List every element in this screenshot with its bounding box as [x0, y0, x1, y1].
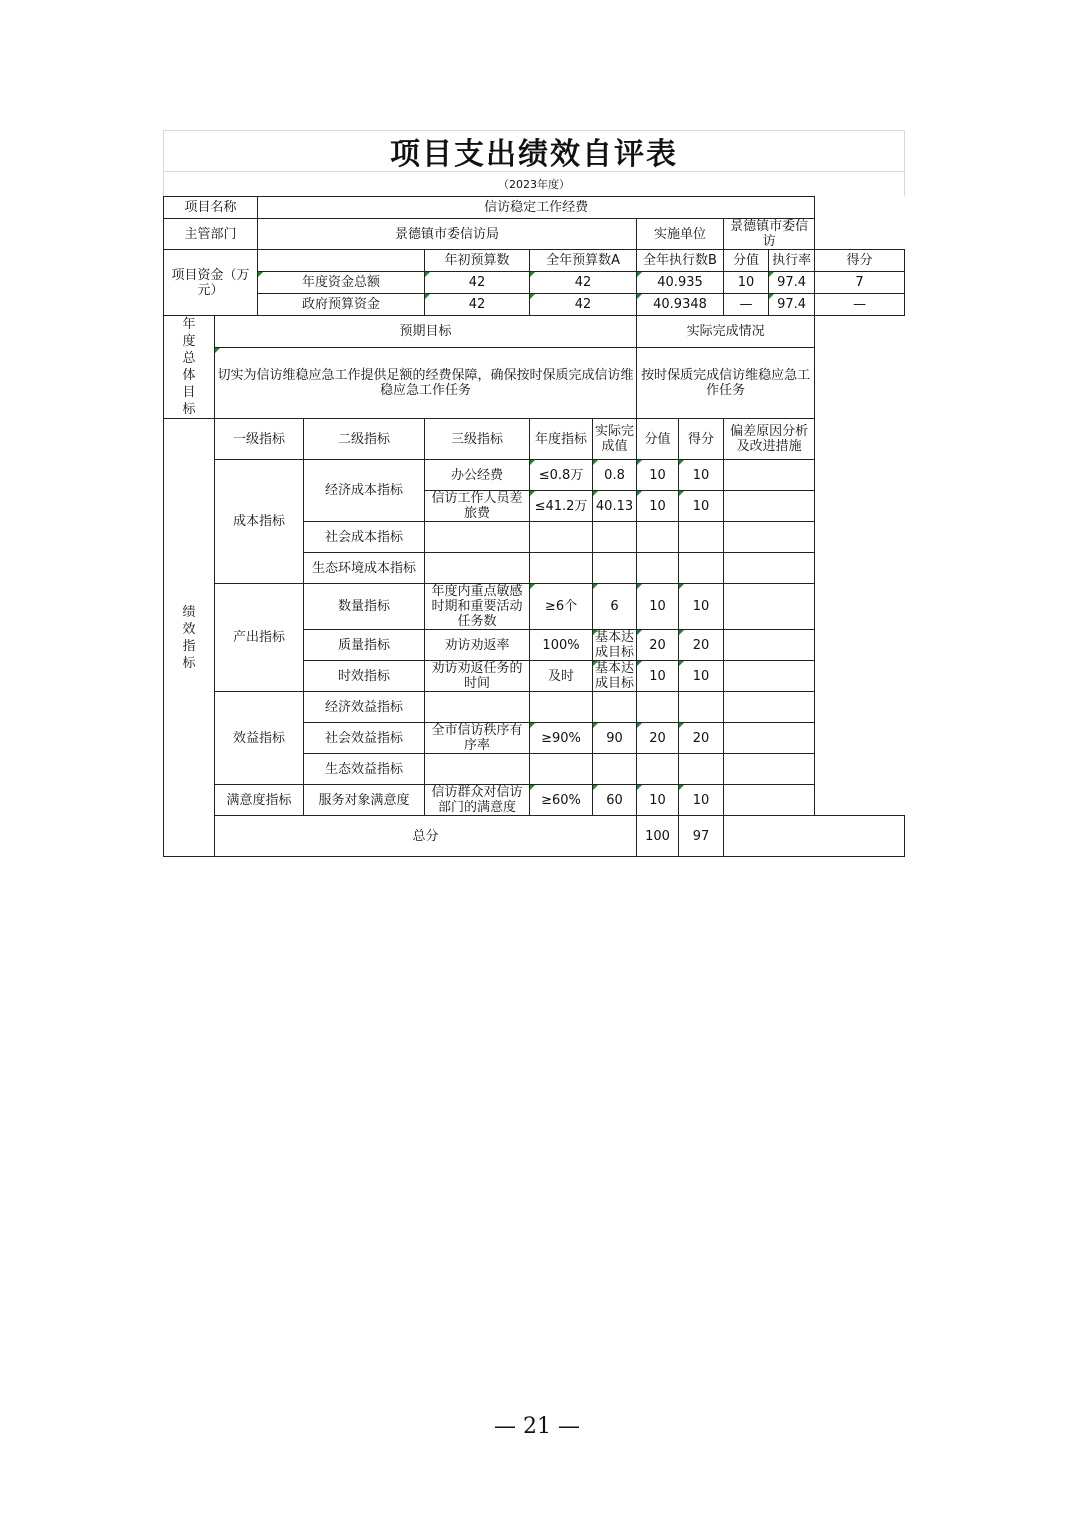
note-cell	[724, 630, 815, 661]
value-cell	[637, 553, 679, 584]
actual-cell	[593, 553, 637, 584]
funds-executed: 40.9348	[637, 294, 724, 316]
value-cell: 10	[637, 584, 679, 630]
note-cell	[724, 661, 815, 692]
perf-row	[164, 692, 905, 723]
level3-cell: 信访工作人员差旅费	[425, 491, 530, 522]
value-cell	[637, 754, 679, 785]
funds-row	[164, 294, 905, 316]
funds-score-value: 10	[724, 272, 769, 294]
level3-cell: 全市信访秩序有序率	[425, 723, 530, 754]
score-cell: 20	[679, 723, 724, 754]
note-cell	[724, 522, 815, 553]
project-name-value: 信访稳定工作经费	[258, 197, 815, 219]
note-cell	[724, 460, 815, 491]
expected-goal-label: 预期目标	[215, 316, 637, 348]
perf-header-target: 年度指标	[530, 419, 593, 460]
impl-unit-label: 实施单位	[637, 219, 724, 250]
project-name-row	[164, 197, 905, 219]
goal-header-row	[164, 316, 905, 348]
funds-header-initial: 年初预算数	[425, 250, 530, 272]
page-number: — 21 —	[494, 1414, 580, 1439]
actual-cell: 0.8	[593, 460, 637, 491]
level3-cell	[425, 553, 530, 584]
target-cell: ≥90%	[530, 723, 593, 754]
note-cell	[724, 754, 815, 785]
value-cell: 20	[637, 630, 679, 661]
actual-cell: 60	[593, 785, 637, 816]
actual-cell: 基本达成目标	[593, 661, 637, 692]
funds-header-rate: 执行率	[769, 250, 815, 272]
target-cell: 100%	[530, 630, 593, 661]
form-title: 项目支出绩效自评表	[163, 130, 905, 171]
funds-label: 项目资金（万元）	[164, 250, 258, 316]
actual-cell: 40.13	[593, 491, 637, 522]
target-cell: 及时	[530, 661, 593, 692]
funds-score: 7	[815, 272, 905, 294]
level2-cell: 社会成本指标	[304, 522, 425, 553]
funds-initial: 42	[425, 272, 530, 294]
funds-score-value: —	[724, 294, 769, 316]
perf-header-actual: 实际完成值	[593, 419, 637, 460]
value-cell: 20	[637, 723, 679, 754]
level2-cell: 经济效益指标	[304, 692, 425, 723]
target-cell: ≤0.8万	[530, 460, 593, 491]
level2-cell: 社会效益指标	[304, 723, 425, 754]
note-cell	[724, 692, 815, 723]
funds-rate: 97.4	[769, 294, 815, 316]
funds-header-executed: 全年执行数B	[637, 250, 724, 272]
note-cell	[724, 584, 815, 630]
level3-cell	[425, 522, 530, 553]
target-cell	[530, 553, 593, 584]
funds-row	[164, 272, 905, 294]
actual-completion-text: 按时保质完成信访维稳应急工作任务	[637, 348, 815, 419]
funds-row-name: 政府预算资金	[258, 294, 425, 316]
dept-label: 主管部门	[164, 219, 258, 250]
value-cell	[637, 692, 679, 723]
target-cell	[530, 522, 593, 553]
funds-annual: 42	[530, 294, 637, 316]
funds-header-score: 得分	[815, 250, 905, 272]
perf-label: 绩效指标	[164, 419, 215, 857]
actual-cell	[593, 522, 637, 553]
actual-completion-label: 实际完成情况	[637, 316, 815, 348]
funds-header-score-value: 分值	[724, 250, 769, 272]
dept-value: 景德镇市委信访局	[258, 219, 637, 250]
total-label: 总分	[215, 816, 637, 857]
level3-cell: 年度内重点敏感时期和重要活动任务数	[425, 584, 530, 630]
target-cell: ≥6个	[530, 584, 593, 630]
score-cell: 10	[679, 661, 724, 692]
actual-cell	[593, 692, 637, 723]
note-cell	[724, 553, 815, 584]
level2-cell: 生态环境成本指标	[304, 553, 425, 584]
perf-row	[164, 785, 905, 816]
score-cell: 10	[679, 491, 724, 522]
actual-cell	[593, 754, 637, 785]
level2-cell: 生态效益指标	[304, 754, 425, 785]
note-cell	[724, 785, 815, 816]
evaluation-sheet	[163, 130, 905, 857]
perf-header-value: 分值	[637, 419, 679, 460]
level3-cell	[425, 754, 530, 785]
level1-output: 产出指标	[215, 584, 304, 692]
funds-score: —	[815, 294, 905, 316]
value-cell: 10	[637, 785, 679, 816]
score-cell	[679, 754, 724, 785]
funds-header-row	[164, 250, 905, 272]
value-cell: 10	[637, 460, 679, 491]
level3-cell: 办公经费	[425, 460, 530, 491]
perf-header-level2: 二级指标	[304, 419, 425, 460]
level3-cell: 劝访劝返任务的时间	[425, 661, 530, 692]
perf-header-row	[164, 419, 905, 460]
actual-cell: 基本达成目标	[593, 630, 637, 661]
target-cell	[530, 692, 593, 723]
level2-cell: 质量指标	[304, 630, 425, 661]
target-cell	[530, 754, 593, 785]
score-cell	[679, 692, 724, 723]
funds-header-annual: 全年预算数A	[530, 250, 637, 272]
level3-cell	[425, 692, 530, 723]
value-cell: 10	[637, 661, 679, 692]
form-year: （2023年度）	[163, 171, 905, 196]
perf-header-note: 偏差原因分析及改进措施	[724, 419, 815, 460]
funds-rate: 97.4	[769, 272, 815, 294]
level1-benefit: 效益指标	[215, 692, 304, 785]
level2-cell: 服务对象满意度	[304, 785, 425, 816]
score-cell: 10	[679, 584, 724, 630]
target-cell: ≥60%	[530, 785, 593, 816]
score-cell	[679, 522, 724, 553]
note-cell	[724, 723, 815, 754]
perf-row	[164, 584, 905, 630]
funds-initial: 42	[425, 294, 530, 316]
funds-row-name: 年度资金总额	[258, 272, 425, 294]
actual-cell: 90	[593, 723, 637, 754]
funds-annual: 42	[530, 272, 637, 294]
expected-goal-text: 切实为信访维稳应急工作提供足额的经费保障，确保按时保质完成信访维稳应急工作任务	[215, 348, 637, 419]
funds-executed: 40.935	[637, 272, 724, 294]
evaluation-table	[163, 196, 905, 857]
level3-cell: 信访群众对信访部门的满意度	[425, 785, 530, 816]
impl-unit-value: 景德镇市委信访	[724, 219, 815, 250]
value-cell: 10	[637, 491, 679, 522]
perf-header-level1: 一级指标	[215, 419, 304, 460]
note-cell	[724, 491, 815, 522]
target-cell: ≤41.2万	[530, 491, 593, 522]
goal-label: 年度总体目标	[164, 316, 215, 419]
total-row	[164, 816, 905, 857]
score-cell: 20	[679, 630, 724, 661]
level1-cost: 成本指标	[215, 460, 304, 584]
project-name-label: 项目名称	[164, 197, 258, 219]
level2-cell: 数量指标	[304, 584, 425, 630]
level2-cell: 时效指标	[304, 661, 425, 692]
score-cell: 10	[679, 460, 724, 491]
department-row	[164, 219, 905, 250]
level1-satisfaction: 满意度指标	[215, 785, 304, 816]
total-value: 100	[637, 816, 679, 857]
score-cell: 10	[679, 785, 724, 816]
actual-cell: 6	[593, 584, 637, 630]
level2-cell: 经济成本指标	[304, 460, 425, 522]
goal-content-row	[164, 348, 905, 419]
score-cell	[679, 553, 724, 584]
level3-cell: 劝访劝返率	[425, 630, 530, 661]
perf-header-score: 得分	[679, 419, 724, 460]
perf-header-level3: 三级指标	[425, 419, 530, 460]
perf-row	[164, 460, 905, 491]
total-score: 97	[679, 816, 724, 857]
value-cell	[637, 522, 679, 553]
